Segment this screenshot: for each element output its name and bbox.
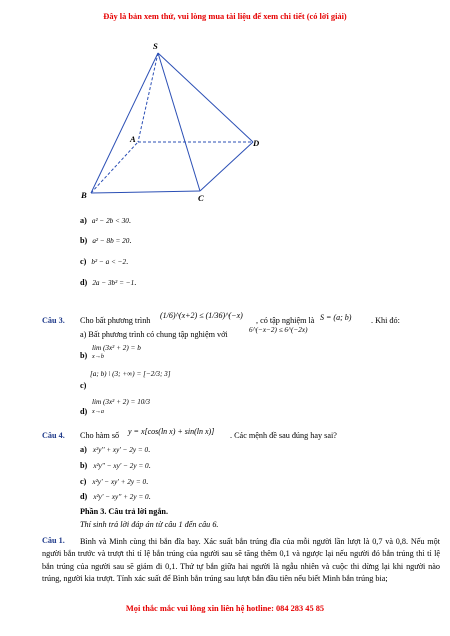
- edge-cd: [200, 142, 253, 191]
- edge-sb: [91, 53, 158, 193]
- q3-option-c-expr: [a; b) \ (3; +∞) = [−2/3; 3]: [90, 370, 171, 378]
- vertex-d: D: [253, 138, 260, 148]
- prev-option-d: d) 2a − 3b² = −1.: [80, 278, 137, 287]
- q4-option-b: b) x²y'' − xy' − 2y = 0.: [80, 461, 151, 470]
- q3-option-b-expr: lim (3x² + 2) = b: [92, 344, 141, 352]
- q3-option-b-sub: x→b: [92, 353, 105, 360]
- q3-stem-pre: Cho bất phương trình: [80, 316, 151, 325]
- vertex-c: C: [198, 193, 204, 203]
- edge-sd: [158, 53, 253, 142]
- prev-option-a: a) a² − 2b < 30.: [80, 216, 131, 225]
- q4-option-d: d) x²y' − xy'' + 2y = 0.: [80, 492, 151, 501]
- q3-option-a: a) Bất phương trình có chung tập nghiệm với: [80, 330, 228, 339]
- q3-option-d-expr: lim (3x² + 2) = 10/3: [92, 398, 150, 406]
- q3-number: Câu 3.: [42, 316, 65, 325]
- part3-subtitle: Thí sinh trả lời đáp án từ câu 1 đến câu 6.: [80, 520, 219, 529]
- pyramid-figure: [70, 36, 290, 206]
- q3-option-b-label: b): [80, 351, 88, 360]
- part3-title: Phần 3. Câu trả lời ngắn.: [80, 507, 169, 516]
- edge-sc: [158, 53, 200, 191]
- q4-option-a: a) x²y'' + xy' − 2y = 0.: [80, 445, 151, 454]
- vertex-s: S: [153, 41, 158, 51]
- q3-stem-mid: , có tập nghiệm là: [256, 316, 315, 325]
- header-banner: Đây là bản xem thử, vui lòng mua tài liệu để xem chi tiết (có lời giải): [103, 12, 347, 21]
- q3-solution-set: S = (a; b): [320, 313, 352, 322]
- vertex-b: B: [81, 190, 87, 200]
- q3-option-a-expr: 6^(−x−2) ≤ 6^(−2x): [249, 326, 308, 334]
- edge-ba: [91, 142, 138, 193]
- edge-sa: [138, 53, 158, 142]
- q4-stem-pre: Cho hàm số: [80, 431, 120, 440]
- prev-option-b: b) a² − 8b = 20.: [80, 236, 132, 245]
- q3-option-c-label: c): [80, 381, 87, 390]
- q3-stem-post: . Khi đó:: [371, 316, 400, 325]
- footer-banner: Mọi thắc mắc vui lòng xin liên hệ hotline: 084 283 45 85: [125, 604, 325, 613]
- q3-option-d-sub: x→a: [92, 408, 105, 415]
- q4-option-c: c) x²y' − xy' + 2y = 0.: [80, 477, 149, 486]
- q4-number: Câu 4.: [42, 431, 65, 440]
- vertex-a: A: [130, 134, 136, 144]
- q4-function: y = x[cos(ln x) + sin(ln x)]: [128, 427, 215, 436]
- prev-option-c: c) b² − a < −2.: [80, 257, 129, 266]
- q1-text: Bình và Minh cùng thi bắn đĩa bay. Xác suất bắn trúng đĩa của mỗi người lần lượt là 0,7 và 0,8. Nếu một người bắn trước và trượt thì tỉ lệ bắn trúng của người sau sẽ tăng thêm 0,1 và ngược lại nếu người đó bắn trúng thì tỉ lệ bắn trúng của người sau sẽ giảm đi 0,1. Thứ tự bắn giữa hai người là ngẫu nhiên và cuộc thi dừng lại khi người nào trúng, người kia trượt. Tính xác suất để Bình bắn trúng sau lượt bắn đầu tiên nếu biết Minh bắn trúng bia;: [42, 537, 440, 584]
- q4-stem-post: . Các mệnh đề sau đúng hay sai?: [230, 431, 337, 440]
- q3-option-d-label: d): [80, 407, 88, 416]
- q3-inequality: (1/6)^(x+2) ≤ (1/36)^(−x): [160, 311, 243, 320]
- edge-bc: [91, 191, 200, 193]
- q1-number: Câu 1.: [42, 536, 65, 545]
